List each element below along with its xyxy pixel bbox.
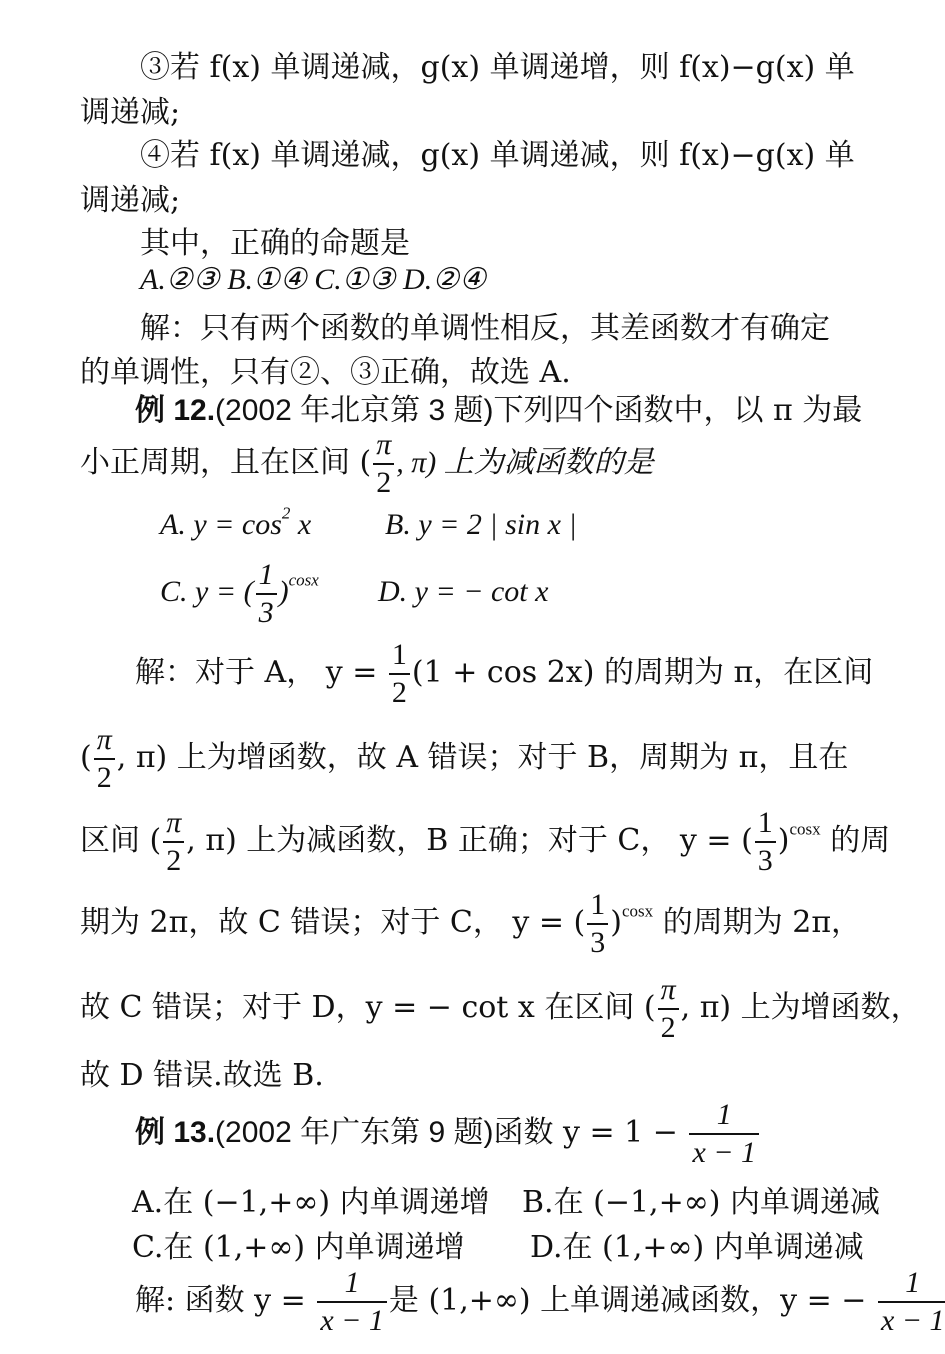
- example-13-option-b: B.在 (−1,+∞) 内单调递减: [522, 1185, 880, 1220]
- example-12-question-line1: 下列四个函数中，以 π 为最: [493, 393, 863, 428]
- one-third-fraction: $\frac{1}{3}$: [755, 808, 776, 876]
- pi-over-2-fraction: $\frac{\pi}{2}$: [163, 808, 184, 876]
- example-12-option-d: D. y = − cot x: [378, 575, 549, 608]
- example-12-question-line2: 小正周期，且在区间 ( $\frac{\pi}{2}$ , π) 上为减函数的是: [80, 428, 654, 499]
- statement-3-line1: ③若 f(x) 单调递减，g(x) 单调递增，则 f(x)−g(x) 单: [140, 50, 855, 85]
- one-half-fraction: $\frac{1}{2}$: [389, 640, 410, 708]
- solution-line2: 的单调性，只有②、③正确，故选 A.: [80, 355, 571, 390]
- example-12-option-c: C. y = ( $\frac{1}{3}$ )$^{cosx}$: [160, 558, 319, 629]
- example-12-solution-line3: 区间 ( $\frac{\pi}{2}$ , π) 上为减函数，B 正确；对于 C， y = ( $\frac{1}{3}$ )$^{cosx}$ 的周: [80, 806, 891, 877]
- one-over-x-minus-1-fraction: $\frac{1}{x - 1}$: [689, 1100, 759, 1168]
- pi-over-2-fraction: $\frac{\pi}{2}$: [373, 430, 394, 498]
- example-13-option-a: A.在 (−1,+∞) 内单调递增: [132, 1185, 490, 1220]
- example-13-label: 例 13.: [135, 1116, 216, 1149]
- example-13-solution-line1: 解: 函数 y = $\frac{1}{x - 1}$ 是 (1,+∞) 上单调递减函数，y = − $\frac{1}{x - 1}$: [135, 1268, 945, 1336]
- statement-4-line1: ④若 f(x) 单调递减，g(x) 单调递减，则 f(x)−g(x) 单: [140, 138, 855, 173]
- example-13-option-d: D.在 (1,+∞) 内单调递减: [530, 1230, 864, 1265]
- answer-options: A.②③ B.①④ C.①③ D.②④: [140, 263, 486, 296]
- example-13-option-c: C.在 (1,+∞) 内单调递增: [132, 1230, 465, 1265]
- example-12-solution-line5: 故 C 错误；对于 D，y = − cot x 在区间 ( $\frac{\pi}{2}$ , π) 上为增函数，: [80, 973, 921, 1044]
- solution-line1: 解：只有两个函数的单调性相反，其差函数才有确定: [140, 311, 830, 346]
- example-12-solution-line6: 故 D 错误.故选 B.: [80, 1058, 324, 1093]
- pi-over-2-fraction: $\frac{\pi}{2}$: [94, 725, 115, 793]
- one-third-fraction: $\frac{1}{3}$: [587, 890, 608, 958]
- pi-over-2-fraction: $\frac{\pi}{2}$: [658, 975, 679, 1043]
- statement-3-line2: 调递减;: [80, 95, 181, 130]
- one-over-x-minus-1-fraction: $\frac{1}{x - 1}$: [878, 1268, 945, 1336]
- one-over-x-minus-1-fraction: $\frac{1}{x - 1}$: [317, 1268, 387, 1336]
- example-12-label: 例 12.: [135, 394, 216, 427]
- example-12-solution-line1: 解：对于 A， y = $\frac{1}{2}$ (1 + cos 2x) 的周期为 π，在区间: [135, 638, 874, 709]
- example-12-solution-line4: 期为 2π，故 C 错误；对于 C， y = ( $\frac{1}{3}$ )$^{cosx}$ 的周期为 2π，: [80, 888, 862, 959]
- question-prompt: 其中，正确的命题是: [140, 226, 410, 261]
- example-12-option-a: A. $y = \cos^2 x$: [160, 503, 312, 541]
- example-12-solution-line2: ( $\frac{\pi}{2}$ , π) 上为增函数，故 A 错误；对于 B，周期为 π，且在: [80, 723, 849, 794]
- example-13-source: (2002 年广东第 9 题): [215, 1116, 494, 1149]
- example-12-option-b: B. y = 2 | sin x |: [385, 508, 577, 541]
- example-13-heading: 例 13.(2002 年广东第 9 题)函数 y = 1 − $\frac{1}{x - 1}$: [135, 1100, 761, 1168]
- statement-4-line2: 调递减;: [80, 183, 181, 218]
- example-12-heading: [135, 385, 862, 429]
- one-third-fraction: $\frac{1}{3}$: [256, 560, 277, 628]
- example-12-source: (2002 年北京第 3 题): [215, 394, 494, 427]
